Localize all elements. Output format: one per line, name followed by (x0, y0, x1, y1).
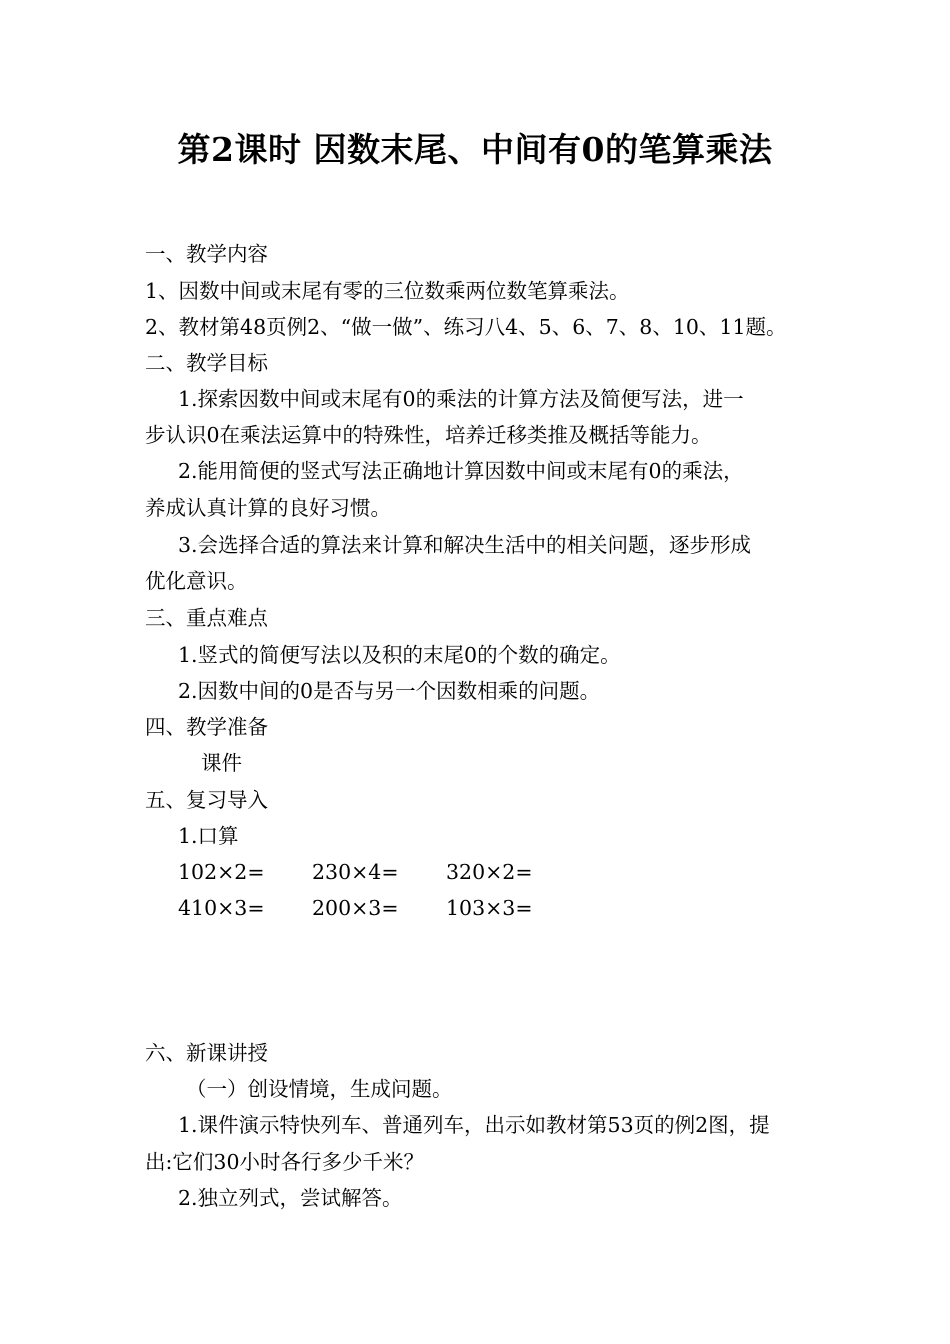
section-heading-review: 五、复习导入 (145, 788, 268, 812)
new-lesson-item-1-line-1: 1.课件演示特快列车、普通列车，出示如教材第53页的例2图，提 (178, 1113, 770, 1137)
page-title: 第2课时 因数末尾、中间有0的笔算乘法 (177, 130, 773, 169)
content-item-1: 1、因数中间或末尾有零的三位数乘两位数笔算乘法。 (145, 279, 630, 303)
section-heading-preparation: 四、教学准备 (145, 715, 268, 739)
oral-calc-expression: 410×3= (178, 896, 265, 920)
key-point-1: 1.竖式的简便写法以及积的末尾0的个数的确定。 (178, 643, 621, 667)
new-lesson-item-1-line-2: 出:它们30小时各行多少千米？ (145, 1150, 424, 1174)
goal-2-line-1: 2.能用简便的竖式写法正确地计算因数中间或末尾有0的乘法， (178, 459, 744, 483)
goal-2-line-2: 养成认真计算的良好习惯。 (145, 496, 391, 520)
key-point-2: 2.因数中间的0是否与另一个因数相乘的问题。 (178, 679, 601, 703)
goal-3-line-2: 优化意识。 (145, 569, 248, 593)
new-lesson-item-2: 2.独立列式，尝试解答。 (178, 1186, 403, 1210)
oral-calc-expression: 102×2= (178, 860, 265, 884)
goal-1-line-2: 步认识0在乘法运算中的特殊性，培养迁移类推及概括等能力。 (145, 423, 712, 447)
section-heading-goals: 二、教学目标 (145, 351, 268, 375)
oral-calc-expression: 103×3= (446, 896, 533, 920)
new-lesson-subheading: （一）创设情境，生成问题。 (186, 1077, 453, 1101)
section-heading-new-lesson: 六、新课讲授 (145, 1041, 268, 1065)
review-item-oral-calc: 1.口算 (178, 824, 239, 848)
oral-calc-expression: 200×3= (312, 896, 399, 920)
oral-calc-expression: 320×2= (446, 860, 533, 884)
goal-1-line-1: 1.探索因数中间或末尾有0的乘法的计算方法及简便写法，进一 (178, 387, 744, 411)
content-item-2: 2、教材第48页例2、“做一做”、练习八4、5、6、7、8、10、11题。 (145, 315, 787, 339)
goal-3-line-1: 3.会选择合适的算法来计算和解决生活中的相关问题，逐步形成 (178, 533, 752, 557)
section-heading-content: 一、教学内容 (145, 242, 268, 266)
section-heading-key-points: 三、重点难点 (145, 606, 268, 630)
oral-calc-expression: 230×4= (312, 860, 399, 884)
preparation-item: 课件 (201, 751, 242, 775)
